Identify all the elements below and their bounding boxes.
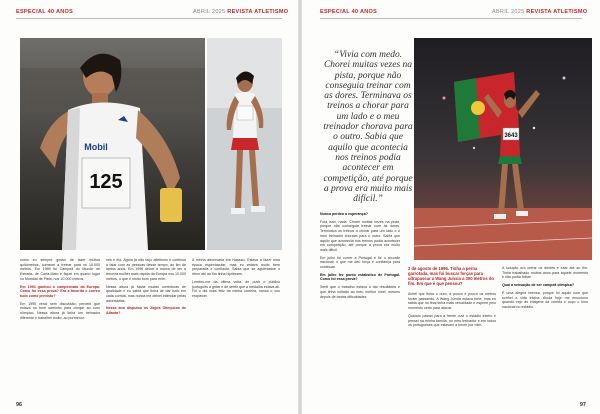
right-page bbox=[302, 0, 600, 414]
paragraph: É uma alegria imensa, porque foi aquilo com que sonhei a vida inteira. Ainda hoje me emociono quando vejo as imagens da corrida e ouço o hino nacional no estádio. bbox=[502, 290, 588, 309]
question: Em 1994 ganhou o campeonato da Europa. Como foi essa prova? Era a favorita e correu tudo como previsto? bbox=[20, 284, 100, 298]
right-column-1 bbox=[320, 212, 400, 302]
right-column-2 bbox=[408, 292, 496, 331]
paragraph: Achei que tinha o ouro, a pouco e pouco os metros foram passando. A Wang Junxia estava forte, mas eu sabia que no final tinha mais velocidade e esperei pelo momento certo para atacar. bbox=[408, 292, 496, 311]
bib-number-main: 125 bbox=[89, 171, 123, 193]
paragraph: Em 1995 venci sem discussão, percebi que estava no bom caminho para chegar ao ouro olímpico. Nessa altura já tinha um treinador diferente e trabalhei muito, ao pormenor. bbox=[20, 301, 100, 320]
paragraph: Quando passei para a frente ouvi o estádio inteiro e pensei na minha família, no meu treinador e em todos os portugueses que estavam a torcer por mim. bbox=[408, 313, 496, 328]
photo-caption: 2 de agosto de 1996. Tinha a perna garrotada, mas foi buscar forças para ultrapassar a Wang Junxia a 300 metros do fim. Em que é que pensou? bbox=[408, 266, 494, 287]
page-number-left: 96 bbox=[16, 402, 23, 408]
left-column-2 bbox=[106, 258, 186, 319]
question: Nunca perdeu a esperança? bbox=[320, 212, 368, 216]
left-column-3 bbox=[192, 258, 280, 302]
victory-photo bbox=[414, 38, 592, 260]
paragraph: Nessa altura já havia muitas corredoras de qualidade e eu sabia que tinha de dar tudo em cada corrida, mas nunca me deixei intimidar pelas adversárias. bbox=[106, 284, 186, 303]
right-column-3 bbox=[502, 266, 588, 313]
paragraph: Lembro-me da última volta, de ouvir o público português a gritar e de sentir que a medalha estava ali. Foi o dia mais feliz da minha carreira, nunca o vou esquecer. bbox=[192, 279, 280, 298]
question: Qual a sensação de ser campeã olímpica? bbox=[502, 283, 575, 288]
paragraph: Em julho foi correr a Portugal e fiz o recorde nacional, o que me deu força e confiança para continuar. bbox=[320, 255, 400, 270]
paragraph: A minha adversária era Nassau. Estava a fazer uma época espectacular, mas eu estava muito bem preparada e confiante. Sabia que se aguentasse o ritmo até ao fim tinha hipóteses. bbox=[192, 258, 280, 277]
header-rule bbox=[320, 18, 582, 19]
question: Em julho fez ponto estatístico de Portugal. Como foi essa prova? bbox=[320, 272, 400, 282]
header-rule bbox=[16, 18, 282, 19]
runner-photo-main bbox=[20, 38, 205, 250]
page-number-right: 97 bbox=[579, 402, 586, 408]
bib-number-victory: 3643 bbox=[504, 133, 518, 139]
paragraph: nês e ela. Agora já não faço atletismo e continuo a falar com as pessoas desse tempo, ao fim de tantos anos. Em 1996 deixei a marca de ser a terceira mulher mais rápida da Europa nos 10.000 metros, o que é muito bom para mim. bbox=[106, 258, 186, 281]
right-header-issue: ABRIL 2025 REVISTA ATLETISMO bbox=[492, 9, 588, 15]
right-header-section: ESPECIAL 40 ANOS bbox=[320, 9, 378, 15]
left-page bbox=[0, 0, 298, 414]
left-column-1 bbox=[20, 258, 100, 323]
pull-quote: “Vivia com medo. Chorei muitas vezes na pista, porque não conseguia treinar com as dores. Terminava os treinos a chorar para um lado e o meu treinador chorava para o outro. Sabia que aquilo que acontecia nos treinos podia acontecer em competição, até porque a prova era muito mais difícil.” bbox=[323, 50, 413, 205]
left-header-section: ESPECIAL 40 ANOS bbox=[16, 9, 74, 15]
question: Nesse ano disputou os Jogos Olímpicos de Atlanta? bbox=[106, 306, 186, 316]
runner-photo-secondary bbox=[207, 38, 282, 250]
paragraph: Senti que o trabalho estava a dar resultados e que tinha voltado ao meu melhor nível, mesmo depois de tantas dificuldades. bbox=[320, 285, 400, 299]
left-header-issue: ABRIL 2025 REVISTA ATLETISMO bbox=[193, 9, 289, 15]
sponsor-logo: Mobil bbox=[84, 142, 108, 152]
paragraph: Fora isso, nada. Chorei muitas vezes na pista, porque não conseguia treinar com as dores. Terminava os treinos a chorar para um lado e o meu treinador chorava para o outro. Sabia que aquilo que acontecia nos treinos podia acontecer em competição, até porque a prova era muito mais difícil. bbox=[320, 219, 400, 252]
paragraph: como eu sempre gostei de fazer muitos quilómetros, comecei a treinar para os 10.000 metros. Em 1989 fui Campeã do Mundo de Estrada, de Corta-Mato e fiquei em quarto lugar no Mundial de Pista, nos 10.000 metros. bbox=[20, 258, 100, 281]
paragraph: A solução era cerrar os dentes e lutar até ao fim. Tinha trabalhado muitos anos para aquele momento e não podia falhar. bbox=[502, 266, 588, 280]
